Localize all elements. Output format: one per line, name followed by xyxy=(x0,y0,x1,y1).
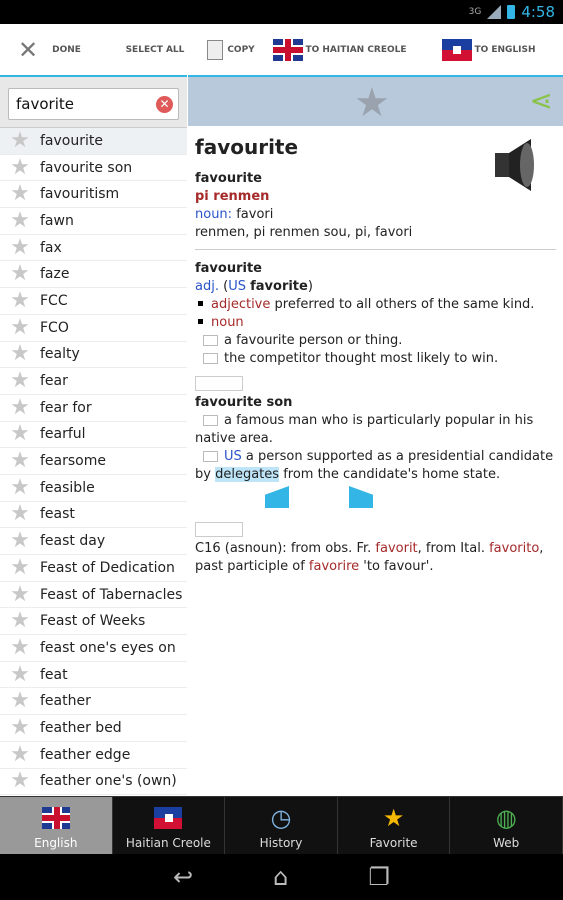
word-label: feast day xyxy=(40,533,106,550)
tab-label: Favorite xyxy=(369,836,418,850)
speaker-icon[interactable] xyxy=(491,135,541,195)
bullet-icon xyxy=(198,301,203,306)
definition-toolbar xyxy=(188,75,563,126)
share-icon[interactable]: ⋖ xyxy=(529,84,553,117)
search-value: favorite xyxy=(16,95,74,113)
clock-icon: ◷ xyxy=(270,804,292,832)
favorite-star-icon[interactable]: ★ xyxy=(10,528,30,554)
word-label: fearful xyxy=(40,426,86,443)
word-label: feather one's (own) xyxy=(40,773,177,790)
entry-pos-line xyxy=(195,206,556,224)
word-label: feat xyxy=(40,666,68,683)
word-label: feast xyxy=(40,506,75,523)
globe-icon: ◍ xyxy=(495,804,517,832)
pos-line xyxy=(195,314,556,332)
clock-time: 4:58 xyxy=(521,3,555,21)
region-close: ) xyxy=(307,279,313,294)
favorite-star-icon[interactable]: ★ xyxy=(10,741,30,767)
favorite-star-icon[interactable]: ★ xyxy=(10,608,30,634)
home-icon[interactable]: ⌂ xyxy=(273,863,289,891)
favorite-star-icon[interactable]: ★ xyxy=(10,128,30,153)
haiti-flag-icon xyxy=(154,804,182,832)
etym-link[interactable]: favorire xyxy=(308,559,360,574)
selected-text[interactable]: delegates xyxy=(215,467,280,482)
favorite-star-icon[interactable]: ★ xyxy=(10,261,30,287)
word-list-item[interactable] xyxy=(0,688,187,715)
word-label: Feast of Weeks xyxy=(40,613,146,630)
empty-box xyxy=(195,522,243,537)
checkbox-icon xyxy=(203,353,218,364)
abbr-label: adj. xyxy=(195,279,219,294)
to-haitian-creole-label: TO HAITIAN CREOLE xyxy=(305,44,407,55)
word-label: fealty xyxy=(40,346,80,363)
region-label: US xyxy=(228,279,246,294)
favorite-star-icon[interactable]: ★ xyxy=(10,448,30,474)
bullet-icon xyxy=(198,319,203,324)
battery-icon xyxy=(507,5,515,19)
definition-line xyxy=(195,412,556,448)
word-label: fear xyxy=(40,373,68,390)
favorite-star-icon[interactable]: ★ xyxy=(10,474,30,500)
close-icon: ✕ xyxy=(18,35,39,64)
word-list-item[interactable] xyxy=(0,288,187,315)
signal-icon xyxy=(487,5,501,19)
entry-translation: pi renmen xyxy=(195,189,270,204)
tab-history[interactable] xyxy=(225,797,338,854)
checkbox-icon xyxy=(203,335,218,346)
pos-label: noun: xyxy=(195,207,233,222)
word-list-item[interactable] xyxy=(0,582,187,609)
word-list-item[interactable] xyxy=(0,315,187,342)
favorite-star-icon[interactable]: ★ xyxy=(10,421,30,447)
select-all-button[interactable] xyxy=(113,24,197,75)
select-all-label: SELECT ALL xyxy=(125,44,185,55)
word-list-item[interactable] xyxy=(0,448,187,475)
word-label: feather edge xyxy=(40,746,131,763)
definition-line xyxy=(195,448,556,484)
word-label: fax xyxy=(40,239,62,256)
favorite-star-icon[interactable]: ★ xyxy=(10,368,30,394)
tab-label: Haitian Creole xyxy=(125,836,211,850)
word-list-item[interactable] xyxy=(0,742,187,769)
favorite-star-icon[interactable]: ★ xyxy=(10,314,30,340)
pos-noun: noun xyxy=(211,315,244,330)
uk-flag-icon xyxy=(42,804,70,832)
etym-link[interactable]: favorito xyxy=(489,541,540,556)
word-label: feather xyxy=(40,693,91,710)
to-english-button[interactable] xyxy=(415,24,563,75)
favorite-star-icon[interactable]: ★ xyxy=(10,635,30,660)
entry-abbr-line xyxy=(195,278,556,296)
pos-line xyxy=(195,296,556,314)
to-haitian-creole-button[interactable] xyxy=(265,24,415,75)
favorite-star-icon[interactable]: ★ xyxy=(10,341,30,367)
word-list-item[interactable] xyxy=(0,502,187,529)
word-list-item[interactable] xyxy=(0,528,187,555)
etym-text: C16 (asnoun): from obs. Fr. xyxy=(195,541,372,556)
definition-text: a famous man who is particularly popular in his native area. xyxy=(195,413,534,446)
word-label: faze xyxy=(40,266,70,283)
favorite-star-icon[interactable]: ★ xyxy=(10,661,30,687)
word-list-item[interactable] xyxy=(0,181,187,208)
word-label: fear for xyxy=(40,399,92,416)
word-list-item[interactable] xyxy=(0,555,187,582)
empty-box xyxy=(195,376,243,391)
divider xyxy=(195,249,556,250)
word-list-item[interactable] xyxy=(0,368,187,395)
selection-handles xyxy=(195,484,556,514)
word-label: FCO xyxy=(40,319,69,336)
word-label: fawn xyxy=(40,212,74,229)
done-button[interactable] xyxy=(0,24,113,75)
search-bar xyxy=(0,77,187,128)
word-list-pane xyxy=(0,75,187,796)
definition-line xyxy=(195,332,556,350)
checkbox-icon xyxy=(203,451,218,462)
word-list-item[interactable] xyxy=(0,662,187,689)
copy-icon xyxy=(207,40,223,60)
favorite-star-icon[interactable]: ★ xyxy=(10,288,30,313)
tab-label: Web xyxy=(493,836,520,850)
copy-label: COPY xyxy=(227,44,255,55)
favorite-star-icon[interactable]: ★ xyxy=(10,768,30,794)
favorite-star-icon[interactable]: ★ xyxy=(10,555,30,580)
word-list-item[interactable] xyxy=(0,635,187,662)
checkbox-icon xyxy=(203,415,218,426)
definition-text-end: from the candidate's home state. xyxy=(283,467,501,482)
word-list-item[interactable] xyxy=(0,128,187,155)
word-label: Feast of Dedication xyxy=(40,559,175,576)
definition-text: a favourite person or thing. xyxy=(224,333,403,348)
adjective-definition: preferred to all others of the same kind. xyxy=(274,297,535,312)
favorite-star-icon[interactable]: ★ xyxy=(10,154,30,180)
entry-more-translations: renmen, pi renmen sou, pi, favori xyxy=(195,225,413,240)
region-label: US xyxy=(224,449,242,464)
favorite-star-icon[interactable]: ★ xyxy=(10,234,30,260)
etym-text: 'to favour'. xyxy=(363,559,434,574)
word-label: favourite xyxy=(40,132,103,149)
word-list-item[interactable] xyxy=(0,395,187,422)
tab-favorite[interactable] xyxy=(338,797,451,854)
etym-text: , from Ital. xyxy=(417,541,485,556)
tab-web[interactable] xyxy=(450,797,563,854)
favorite-star-icon[interactable]: ★ xyxy=(10,715,30,740)
tab-haitian-creole[interactable] xyxy=(113,797,226,854)
back-icon[interactable]: ↩ xyxy=(173,863,194,891)
word-list-item[interactable] xyxy=(0,422,187,449)
entry-word: favourite son xyxy=(195,395,293,410)
region-word: favorite xyxy=(250,279,308,294)
recent-apps-icon[interactable]: ❐ xyxy=(368,863,390,891)
copy-button[interactable] xyxy=(197,24,265,75)
word-label: favouritism xyxy=(40,186,120,203)
word-list xyxy=(0,128,187,795)
favorite-star-icon[interactable]: ★ xyxy=(10,581,30,607)
definition-pane xyxy=(188,75,563,796)
definition-line xyxy=(195,350,556,368)
word-list-item[interactable] xyxy=(0,235,187,262)
entry-headword: favourite xyxy=(195,135,299,159)
word-list-item[interactable] xyxy=(0,261,187,288)
system-nav-bar xyxy=(0,854,563,900)
etym-link[interactable]: favorit xyxy=(375,541,418,556)
region-open: ( xyxy=(223,279,229,294)
favorite-star-icon[interactable]: ★ xyxy=(10,394,30,420)
add-favorite-star-icon[interactable]: ★ xyxy=(354,80,390,126)
etymology xyxy=(195,540,556,576)
done-label: DONE xyxy=(52,44,81,55)
word-list-item[interactable] xyxy=(0,208,187,235)
status-bar xyxy=(0,0,563,24)
word-label: favourite son xyxy=(40,159,133,176)
favorite-star-icon[interactable]: ★ xyxy=(10,208,30,233)
tab-english[interactable] xyxy=(0,797,113,854)
word-list-item[interactable] xyxy=(0,608,187,635)
clear-search-icon[interactable]: ✕ xyxy=(156,96,173,113)
entry-word: favourite xyxy=(195,261,262,276)
search-input[interactable] xyxy=(8,88,179,120)
word-label: feather bed xyxy=(40,719,122,736)
to-english-label: TO ENGLISH xyxy=(474,44,536,55)
word-label: FCC xyxy=(40,292,68,309)
selection-action-bar xyxy=(0,24,563,75)
haiti-flag-icon xyxy=(442,39,472,61)
word-list-item[interactable] xyxy=(0,342,187,369)
favorite-star-icon[interactable]: ★ xyxy=(10,501,30,527)
uk-flag-icon xyxy=(273,39,303,61)
word-label: feast one's eyes on xyxy=(40,639,176,656)
favorite-star-icon[interactable]: ★ xyxy=(10,181,30,207)
word-label: fearsome xyxy=(40,453,106,470)
word-list-item[interactable] xyxy=(0,155,187,182)
favorite-star-icon[interactable]: ★ xyxy=(10,688,30,714)
word-list-item[interactable] xyxy=(0,475,187,502)
definition-text: the competitor thought most likely to win. xyxy=(224,351,499,366)
word-label: feasible xyxy=(40,479,95,496)
tab-label: History xyxy=(259,836,303,850)
word-list-item[interactable] xyxy=(0,769,187,796)
star-icon: ★ xyxy=(382,804,405,832)
pos-adjective: adjective xyxy=(211,297,271,312)
selection-start-handle[interactable] xyxy=(265,486,289,508)
tab-label: English xyxy=(34,836,78,850)
entry-word: favourite xyxy=(195,171,262,186)
word-list-item[interactable] xyxy=(0,715,187,742)
selection-end-handle[interactable] xyxy=(349,486,373,508)
word-label: Feast of Tabernacles xyxy=(40,586,183,603)
definition-text: a person supported as a presidential candidate by xyxy=(195,449,554,482)
network-type: 3G xyxy=(468,7,482,17)
bottom-tab-bar xyxy=(0,796,563,854)
etym-text: , past participle of xyxy=(195,541,544,574)
pos-translation: favori xyxy=(236,207,274,222)
